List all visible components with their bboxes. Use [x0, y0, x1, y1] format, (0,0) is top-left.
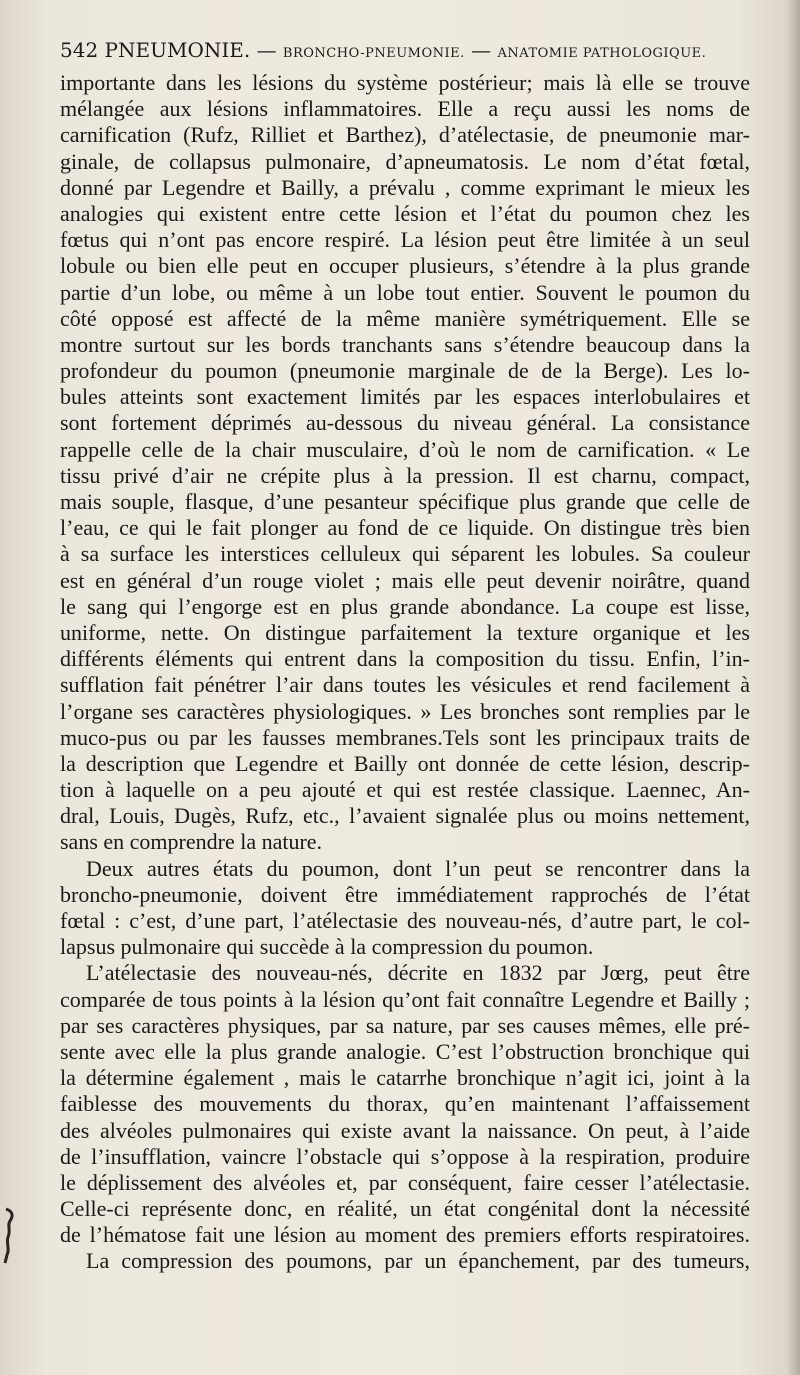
text-line: profondeur du poumon (pneumonie marginale de de la Berge). Les lo-: [60, 358, 750, 384]
header-dash: —: [471, 38, 492, 62]
text-line: de l’hématose fait une lésion au moment des premiers efforts respiratoires.: [60, 1222, 750, 1248]
text-line: l’organe ses caractères physiologiques. » Les bronches sont remplies par le: [60, 698, 750, 724]
text-line: analogies qui existent entre cette lésion et l’état du poumon chez les: [60, 200, 750, 226]
text-line: broncho-pneumonie, doivent être immédiatement rapprochés de l’état: [60, 881, 750, 907]
header-dash: —: [256, 38, 277, 62]
text-line: de l’insufflation, vaincre l’obstacle qui s’oppose à la respiration, produire: [60, 1143, 750, 1169]
text-line: sufflation fait pénétrer l’air dans toutes les vésicules et rend facilement à: [60, 672, 750, 698]
text-line: importante dans les lésions du système postérieur; mais là elle se trouve: [60, 70, 750, 95]
text-line: bules atteints sont exactement limités par les espaces interlobulaires et: [60, 384, 750, 410]
text-line: mais souple, flasque, d’une pesanteur spécifique plus grande que celle de: [60, 489, 750, 514]
text-line: donné par Legendre et Bailly, a prévalu , comme exprimant le mieux les: [60, 174, 750, 200]
text-line: sont fortement déprimés au-dessous du niveau général. La consistance: [60, 410, 750, 436]
text-line: Deux autres états du poumon, dont l’un peut se rencontrer dans la: [86, 855, 750, 881]
text-line: sente avec elle la plus grande analogie. C’est l’obstruction bronchique qui: [60, 1038, 750, 1064]
text-line: fœtal : c’est, d’une part, l’atélectasie des nouveau-nés, d’autre part, le col-: [60, 908, 750, 933]
page-edge-shadow: [786, 0, 800, 1375]
text-line: par ses caractères physiques, par sa nature, par ses causes mêmes, elle pré-: [60, 1012, 750, 1038]
section-title: PNEUMONIE.: [104, 38, 251, 62]
running-head: [60, 38, 760, 62]
text-line: sans en comprendre la nature.: [60, 829, 323, 855]
text-line: rappelle celle de la chair musculaire, d’où le nom de carnification. « Le: [60, 436, 750, 462]
text-line: muco-pus ou par les fausses membranes.Tels sont les principaux traits de: [60, 724, 750, 750]
text-line: lapsus pulmonaire qui succède à la compression du poumon.: [60, 934, 594, 960]
text-line: à sa surface les interstices celluleux qui séparent les lobules. Sa couleur: [60, 541, 750, 567]
body-text: [60, 70, 750, 1275]
text-line: le sang qui l’engorge est en plus grande abondance. La coupe est lisse,: [60, 593, 750, 619]
text-line: ginale, de collapsus pulmonaire, d’apneumatosis. Le nom d’état fœtal,: [60, 148, 750, 174]
text-line: le déplissement des alvéoles et, par conséquent, faire cesser l’atélectasie.: [60, 1169, 750, 1195]
text-line: comparée de tous points à la lésion qu’ont fait connaître Legendre et Bailly ;: [60, 986, 750, 1012]
header-subtitle: BRONCHO-PNEUMONIE.: [282, 46, 465, 61]
text-line: est en général d’un rouge violet ; mais elle peut devenir noirâtre, quand: [60, 567, 750, 593]
text-line: mélangée aux lésions inflammatoires. Elle a reçu aussi les noms de: [60, 96, 750, 122]
text-line: uniforme, nette. On distingue parfaitement la texture organique et les: [60, 619, 750, 645]
page-number: 542: [60, 38, 99, 62]
text-line: montre surtout sur les bords tranchants sans s’étendre beaucoup dans la: [60, 331, 750, 357]
text-line: la détermine également , mais le catarrhe bronchique n’agit ici, joint à la: [60, 1065, 750, 1091]
text-line: tion à laquelle on a peu ajouté et qui est restée classique. Laennec, An-: [60, 777, 750, 803]
margin-ink-mark-icon: [2, 1205, 16, 1265]
text-line: L’atélectasie des nouveau-nés, décrite en 1832 par Jœrg, peut être: [86, 960, 750, 986]
text-line: l’eau, ce qui le fait plonger au fond de ce liquide. On distingue très bien: [60, 515, 750, 541]
text-line: lobule ou bien elle peut en occuper plusieurs, s’étendre à la plus grande: [60, 253, 750, 279]
text-line: des alvéoles pulmonaires qui existe avant la naissance. On peut, à l’aide: [60, 1117, 750, 1143]
text-line: Celle-ci représente donc, en réalité, un état congénital dont la nécessité: [60, 1196, 750, 1222]
text-line: partie d’un lobe, ou même à un lobe tout entier. Souvent le poumon du: [60, 279, 750, 305]
text-line: La compression des poumons, par un épanchement, par des tumeurs,: [86, 1248, 750, 1274]
text-line: dral, Louis, Dugès, Rufz, etc., l’avaient signalée plus ou moins nettement,: [60, 803, 750, 829]
text-line: côté opposé est affecté de la même manière symétriquement. Elle se: [60, 305, 750, 331]
text-line: tissu privé d’air ne crépite plus à la pression. Il est charnu, compact,: [60, 462, 750, 488]
text-line: fœtus qui n’ont pas encore respiré. La lésion peut être limitée à un seul: [60, 227, 750, 253]
text-line: faiblesse des mouvements du thorax, qu’en maintenant l’affaissement: [60, 1091, 750, 1117]
header-subtitle: ANATOMIE PATHOLOGIQUE.: [497, 46, 707, 61]
text-line: différents éléments qui entrent dans la composition du tissu. Enfin, l’in-: [60, 646, 750, 672]
text-line: la description que Legendre et Bailly ont donnée de cette lésion, descrip-: [60, 750, 750, 776]
text-line: carnification (Rufz, Rilliet et Barthez), d’atélectasie, de pneumonie mar-: [60, 122, 750, 148]
